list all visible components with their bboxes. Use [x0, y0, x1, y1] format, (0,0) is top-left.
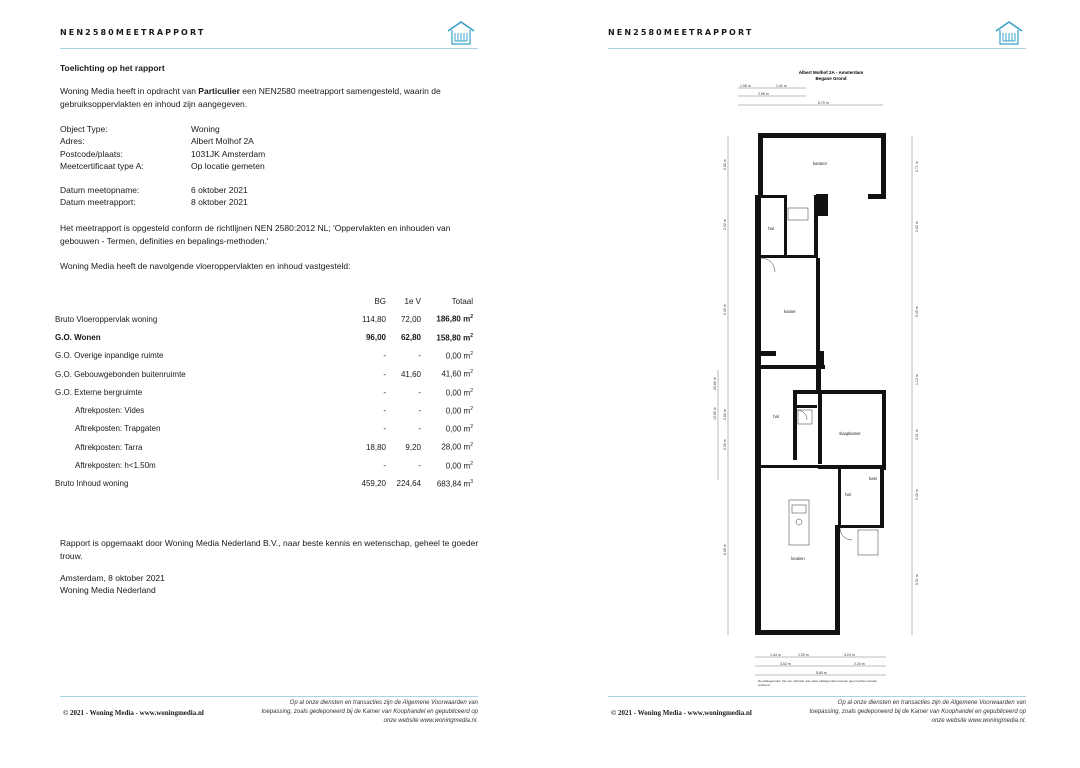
- dim-label: 1.03 m: [798, 653, 809, 657]
- dim-label: 6.08 m: [723, 544, 727, 555]
- dim-label: 3.21 m: [915, 429, 919, 440]
- dim-label: 1.42 m: [776, 84, 787, 88]
- room-label: kantoor: [813, 161, 827, 166]
- table-row: Bruto Vloeroppervlak woning 114,80 72,00 186,80 $m^2$: [55, 314, 473, 324]
- floorplan-note: De plattegronden zijn een indicatie. Aan deze plattegronden kunnen geen rechten worden ontleend.: [758, 680, 878, 687]
- room-label: kast: [869, 476, 877, 481]
- dim-label: 5.45 m: [723, 304, 727, 315]
- table-row: G.O. Overige inpandige ruimte - - 0,00 $m^2$: [55, 350, 473, 361]
- footer-disclaimer: Op al onze diensten en transacties zijn de Algemene Voorwaarden van toepassing, zoals gedeponeerd bij de Kamer van Koophandel en gepubliceerd op onze website www.woningmedia.nl.: [261, 700, 478, 725]
- dim-label: 2.82 m: [723, 409, 727, 420]
- detail-row: Postcode/plaats: 1031JK Amsterdam: [60, 148, 266, 159]
- table-row: Aftrekposten: Vides - - 0,00 $m^2$: [75, 405, 473, 416]
- header-divider: [60, 48, 478, 49]
- dim-label: 2.35 m: [723, 439, 727, 450]
- table-header: BG 1e V Totaal: [374, 297, 473, 306]
- room-label: hal: [773, 414, 779, 419]
- table-row: Bruto Inhoud woning 459,20 224,64 683,84 $m^3$: [55, 478, 473, 489]
- section-title: Toelichting op het rapport: [60, 63, 165, 73]
- table-row: G.O. Gebouwgebonden buitenruimte - 41,60 41,60 $m^2$: [55, 369, 473, 379]
- detail-row: Adres: Albert Molhof 2A: [60, 136, 254, 147]
- footer-disclaimer: Op al onze diensten en transacties zijn de Algemene Voorwaarden van toepassing, zoals gedeponeerd bij de Kamer van Koophandel en gepubliceerd op onze website www.woningmedia.nl.: [809, 700, 1026, 725]
- header-divider: [608, 48, 1026, 49]
- signature: Woning Media Nederland: [60, 585, 156, 595]
- closing-paragraph: Rapport is opgemaakt door Woning Media Nederland B.V., naar beste kennis en wetenschap, geheel te goeder trouw.: [60, 538, 479, 561]
- dim-label: 20.80 m: [713, 377, 717, 390]
- dim-label: 2.43 m: [915, 489, 919, 500]
- room-label: slaapkamer: [839, 431, 861, 436]
- woningmedia-logo-icon: [994, 20, 1024, 46]
- dim-label: 2.82 m: [723, 159, 727, 170]
- floorplan-walls: [755, 133, 886, 635]
- page-header-title: NEN2580MEETRAPPORT: [608, 28, 754, 37]
- table-row: Aftrekposten: Trapgaten - - 0,00 $m^2$: [75, 424, 473, 434]
- dim-label: 5.21 m: [915, 574, 919, 585]
- surface-table: [55, 293, 473, 493]
- footer-copyright: © 2021 - Woning Media - www.woningmedia.nl: [63, 709, 204, 717]
- table-row: G.O. Externe bergruimte - - 0,00 $m^2$: [55, 387, 473, 398]
- table-row: Aftrekposten: Tarra 18,80 9,20 28,00 $m^2$: [75, 442, 473, 453]
- detail-row: Object Type: Woning: [60, 124, 220, 134]
- date-row: Datum meetopname: 6 oktober 2021: [60, 185, 248, 195]
- floorplan-subtitle: Begane Grond: [815, 76, 847, 81]
- floorplan-drawing: [698, 60, 1058, 700]
- dim-label: 3.52 m: [780, 662, 791, 666]
- dim-label: 3.24 m: [844, 653, 855, 657]
- dim-label: 2.02 m: [723, 219, 727, 230]
- dim-label: 5.80 m: [816, 671, 827, 675]
- established-paragraph: Woning Media heeft de navolgende vloeroppervlakten en inhoud vastgesteld:: [60, 261, 351, 271]
- woningmedia-logo-icon: [446, 20, 476, 46]
- room-label: hal: [845, 492, 851, 497]
- room-label: kamer: [784, 309, 796, 314]
- dim-label: 2.24 m: [854, 662, 865, 666]
- client-name: Particulier: [198, 86, 240, 96]
- dim-label: 1.08 m: [740, 84, 751, 88]
- dim-label: 2.02 m: [915, 221, 919, 232]
- date-row: Datum meetrapport: 8 oktober 2021: [60, 197, 248, 208]
- table-row: Aftrekposten: h<1.50m - - 0,00 $m^2$: [75, 460, 473, 471]
- floorplan-page: [548, 0, 1080, 768]
- room-label: keuken: [791, 556, 805, 561]
- detail-row: Meetcertificaat type A: Op locatie gemeten: [60, 161, 265, 172]
- room-label: hal: [768, 226, 774, 231]
- dim-label: 5.70 m: [818, 101, 829, 105]
- footer-divider: [60, 696, 478, 697]
- floorplan-title: Albert Molhof 2A - Amsterdam: [798, 70, 864, 75]
- table-row: G.O. Wonen 96,00 62,80 158,80 $m^2$: [55, 332, 473, 343]
- place-date: Amsterdam, 8 oktober 2021: [60, 573, 165, 583]
- intro-paragraph: Woning Media heeft in opdracht van Particulier een NEN2580 meetrapport samengesteld, waarin de gebruiksoppervlakten en inhoud zijn aangegeven.: [60, 86, 441, 109]
- object-details: [60, 123, 265, 173]
- norm-paragraph: Het meetrapport is opgesteld conform de richtlijnen NEN 2580:2012 NL; 'Oppervlakten en inhouden van gebouwen - Termen, definities en bepalings-methoden.': [60, 223, 451, 246]
- dim-label: 2.71 m: [915, 161, 919, 172]
- dim-label: 15.65 m: [713, 407, 717, 420]
- footer-copyright: © 2021 - Woning Media - www.woningmedia.nl: [611, 709, 752, 717]
- dim-label: 1.44 m: [770, 653, 781, 657]
- page-header-title: NEN2580MEETRAPPORT: [60, 28, 206, 37]
- dim-label: 2.55 m: [758, 92, 769, 96]
- dim-label: 5.45 m: [915, 306, 919, 317]
- footer-divider: [608, 696, 1026, 697]
- dim-label: 1.12 m: [915, 374, 919, 385]
- date-details: [60, 184, 248, 209]
